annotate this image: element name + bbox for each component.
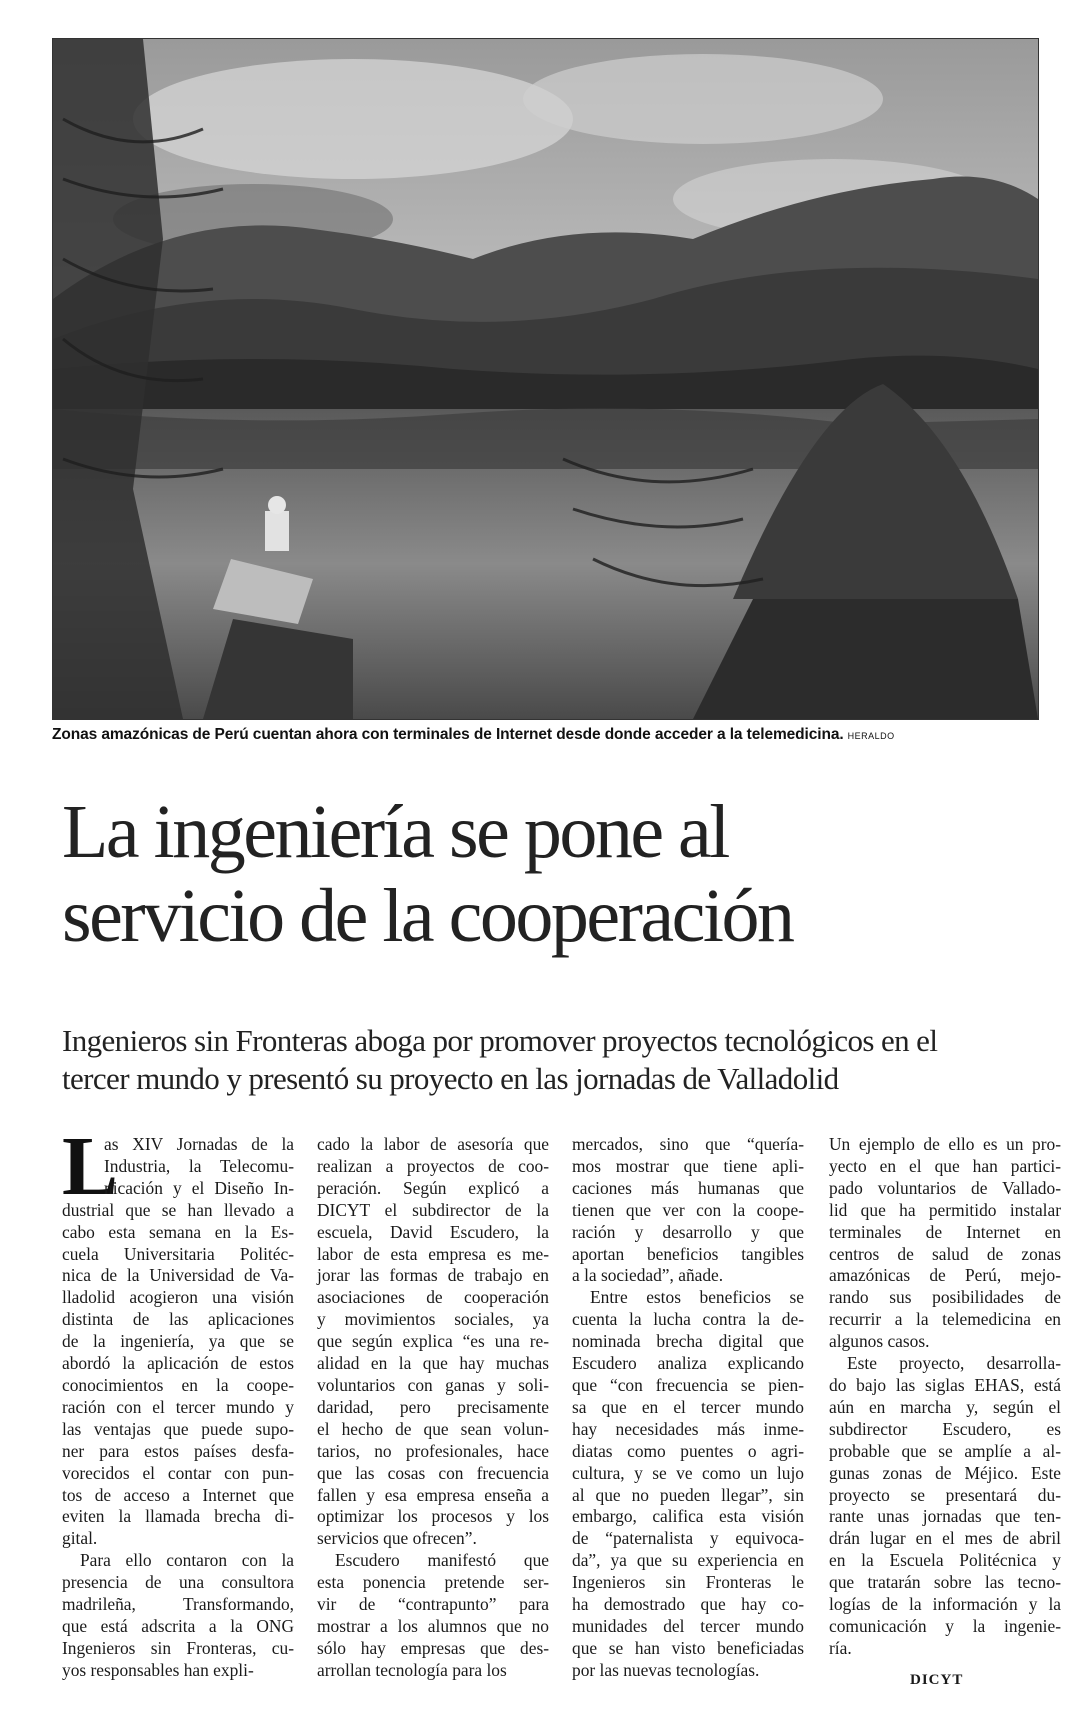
text-line: por las nuevas tecnologías.: [572, 1659, 760, 1680]
text-line: de la ingeniería, ya que se: [62, 1331, 294, 1352]
body-column-4: [829, 1134, 1061, 1660]
text-line: mercados, sino que “quería-: [572, 1134, 804, 1154]
text-line: presencia de una consultora: [62, 1572, 294, 1593]
text-line: que está adscrita a la ONG: [62, 1615, 294, 1636]
subheadline: [62, 1022, 1042, 1098]
text-line: Entre estos beneficios se: [590, 1287, 804, 1308]
body-column-1: [62, 1120, 294, 1682]
text-line: ner para estos países desfa-: [62, 1440, 294, 1461]
text-line: servicios que ofrecen”.: [317, 1528, 477, 1549]
headline: [62, 790, 1042, 958]
caption-text: Zonas amazónicas de Perú cuentan ahora con terminales de Internet desde donde acceder a la telemedicina.: [52, 726, 844, 743]
text-line: optimizar los procesos y los: [317, 1506, 549, 1527]
text-line: hay necesidades más inme-: [572, 1418, 804, 1439]
text-line: lladolid acogieron una visión: [62, 1287, 294, 1308]
text-line: rando sus posibilidades de: [829, 1287, 1061, 1308]
text-line: que las cosas con frecuencia: [317, 1462, 549, 1483]
text-line: comunicación y la ingenie-: [829, 1615, 1061, 1636]
text-line: terminales de Internet en: [829, 1221, 1061, 1242]
text-line: mostrar a los alumnos que no: [317, 1615, 549, 1636]
text-line: probable que se amplíe a al-: [829, 1440, 1061, 1461]
text-line: las ventajas que puede supo-: [62, 1418, 294, 1439]
text-line: ha demostrado que hay co-: [572, 1594, 804, 1615]
text-line: proyecto se presentará du-: [829, 1484, 1061, 1505]
text-line: nica de la Universidad de Va-: [62, 1265, 294, 1286]
text-line: tienen que ver con la coope-: [572, 1199, 804, 1220]
text-line: recurrir a la telemedicina en: [829, 1309, 1061, 1330]
headline-line-1: La ingeniería se pone al: [62, 790, 728, 874]
text-line: cultura, y se ve como un lujo: [572, 1462, 804, 1483]
subhead-line-2: tercer mundo y presentó su proyecto en las jornadas de Valladolid: [62, 1061, 839, 1096]
text-line: caciones más humanas que: [572, 1177, 804, 1198]
text-line: gunas zonas de Méjico. Este: [829, 1462, 1061, 1483]
text-line: eviten la llamada brecha di-: [62, 1506, 294, 1527]
text-line: que se han visto beneficiadas: [572, 1637, 804, 1658]
text-line: aportan beneficios tangibles: [572, 1243, 804, 1264]
photo-landscape: [53, 39, 1038, 719]
text-line: as XIV Jornadas de la: [104, 1134, 294, 1154]
text-line: cado la labor de asesoría que: [317, 1134, 549, 1154]
text-line: sólo hay empresas que des-: [317, 1637, 549, 1658]
text-line: voluntarios con ganas y soli-: [317, 1374, 549, 1395]
text-line: rante unas jornadas que ten-: [829, 1506, 1061, 1527]
text-line: daridad, pero precisamente: [317, 1396, 549, 1417]
text-line: gital.: [62, 1528, 98, 1549]
text-line: Escudero analiza explicando: [572, 1353, 804, 1374]
text-line: fallen y esa empresa enseña a: [317, 1484, 549, 1505]
text-line: peración. Según explicó a: [317, 1177, 549, 1198]
body-column-2: [317, 1134, 549, 1682]
text-line: escuela, David Escudero, la: [317, 1221, 549, 1242]
headline-line-2: servicio de la cooperación: [62, 874, 793, 958]
text-line: cabo esta semana en la Es-: [62, 1221, 294, 1242]
text-line: DICYT el subdirector de la: [317, 1199, 549, 1220]
text-line: da”, ya que su experiencia en: [572, 1550, 804, 1571]
text-line: ría.: [829, 1637, 852, 1658]
text-line: Industria, la Telecomu-: [104, 1155, 294, 1176]
text-line: yos responsables han expli-: [62, 1659, 254, 1680]
text-line: realizan a proyectos de coo-: [317, 1155, 549, 1176]
text-line: Escudero manifestó que: [335, 1550, 549, 1571]
text-line: Este proyecto, desarrolla-: [847, 1353, 1061, 1374]
text-line: Un ejemplo de ello es un pro-: [829, 1134, 1061, 1154]
text-line: cuenta la lucha contra la de-: [572, 1309, 804, 1330]
text-line: el hecho de que sean volun-: [317, 1418, 549, 1439]
text-line: que “con frecuencia se pien-: [572, 1374, 804, 1395]
text-line: algunos casos.: [829, 1331, 930, 1352]
text-line: esta ponencia pretende ser-: [317, 1572, 549, 1593]
text-line: alidad en la que hay muchas: [317, 1353, 549, 1374]
text-line: vorecidos el contar con pun-: [62, 1462, 294, 1483]
text-line: Ingenieros sin Fronteras le: [572, 1572, 804, 1593]
text-line: yecto en el que han partici-: [829, 1155, 1061, 1176]
text-line: conocimientos en la coope-: [62, 1374, 294, 1395]
photo-caption: [52, 726, 1037, 744]
text-line: subdirector Escudero, es: [829, 1418, 1061, 1439]
text-line: que tratarán sobre las tecno-: [829, 1572, 1061, 1593]
body-column-3: [572, 1134, 804, 1682]
text-line: tos de acceso a Internet que: [62, 1484, 294, 1505]
text-line: amazónicas de Perú, mejo-: [829, 1265, 1061, 1286]
text-line: abordó la aplicación de estos: [62, 1353, 294, 1374]
text-line: munidades del tercer mundo: [572, 1615, 804, 1636]
text-line: lid que ha permitido instalar: [829, 1199, 1061, 1220]
text-line: a la sociedad”, añade.: [572, 1265, 724, 1286]
text-line: centros de salud de zonas: [829, 1243, 1061, 1264]
text-line: en la Escuela Politécnica y: [829, 1550, 1061, 1571]
text-line: de “paternalista y equivoca-: [572, 1528, 804, 1549]
subhead-line-1: Ingenieros sin Fronteras aboga por promover proyectos tecnológicos en el: [62, 1023, 938, 1058]
text-line: sa que en el tercer mundo: [572, 1396, 804, 1417]
text-line: y movimientos sociales, ya: [317, 1309, 549, 1330]
text-line: diatas como puentes o agri-: [572, 1440, 804, 1461]
text-line: jorar las formas de trabajo en: [317, 1265, 549, 1286]
text-line: mos mostrar que tiene apli-: [572, 1155, 804, 1176]
drop-cap: L: [62, 1120, 119, 1213]
text-line: que según explica “es una re-: [317, 1331, 549, 1352]
text-line: pado voluntarios de Vallado-: [829, 1177, 1061, 1198]
text-line: Para ello contaron con la: [80, 1550, 294, 1571]
text-line: al que no pueden llegar”, sin: [572, 1484, 804, 1505]
text-line: labor de esta empresa es me-: [317, 1243, 549, 1264]
photo-credit: HERALDO: [847, 731, 895, 741]
byline-signature: DICYT: [910, 1672, 964, 1688]
lead-photo: [52, 38, 1039, 720]
text-line: embargo, califica esta visión: [572, 1506, 804, 1527]
text-line: cuela Universitaria Politéc-: [62, 1243, 294, 1264]
text-line: asociaciones de cooperación: [317, 1287, 549, 1308]
text-line: dustrial que se han llevado a: [62, 1199, 294, 1220]
text-line: vir de “contrapunto” para: [317, 1594, 549, 1615]
text-line: distinta de las aplicaciones: [62, 1309, 294, 1330]
text-line: aún en marcha y, según el: [829, 1396, 1061, 1417]
text-line: ración con el tercer mundo y: [62, 1396, 294, 1417]
text-line: nominada brecha digital que: [572, 1331, 804, 1352]
text-line: tarios, no profesionales, hace: [317, 1440, 549, 1461]
text-line: ración y desarrollo y que: [572, 1221, 804, 1242]
text-line: drán lugar en el mes de abril: [829, 1528, 1061, 1549]
text-line: madrileña, Transformando,: [62, 1594, 294, 1615]
text-line: do bajo las siglas EHAS, está: [829, 1374, 1061, 1395]
text-line: Ingenieros sin Fronteras, cu-: [62, 1637, 294, 1658]
text-line: arrollan tecnología para los: [317, 1659, 507, 1680]
text-line: nicación y el Diseño In-: [104, 1177, 294, 1198]
text-line: logías de la información y la: [829, 1594, 1061, 1615]
